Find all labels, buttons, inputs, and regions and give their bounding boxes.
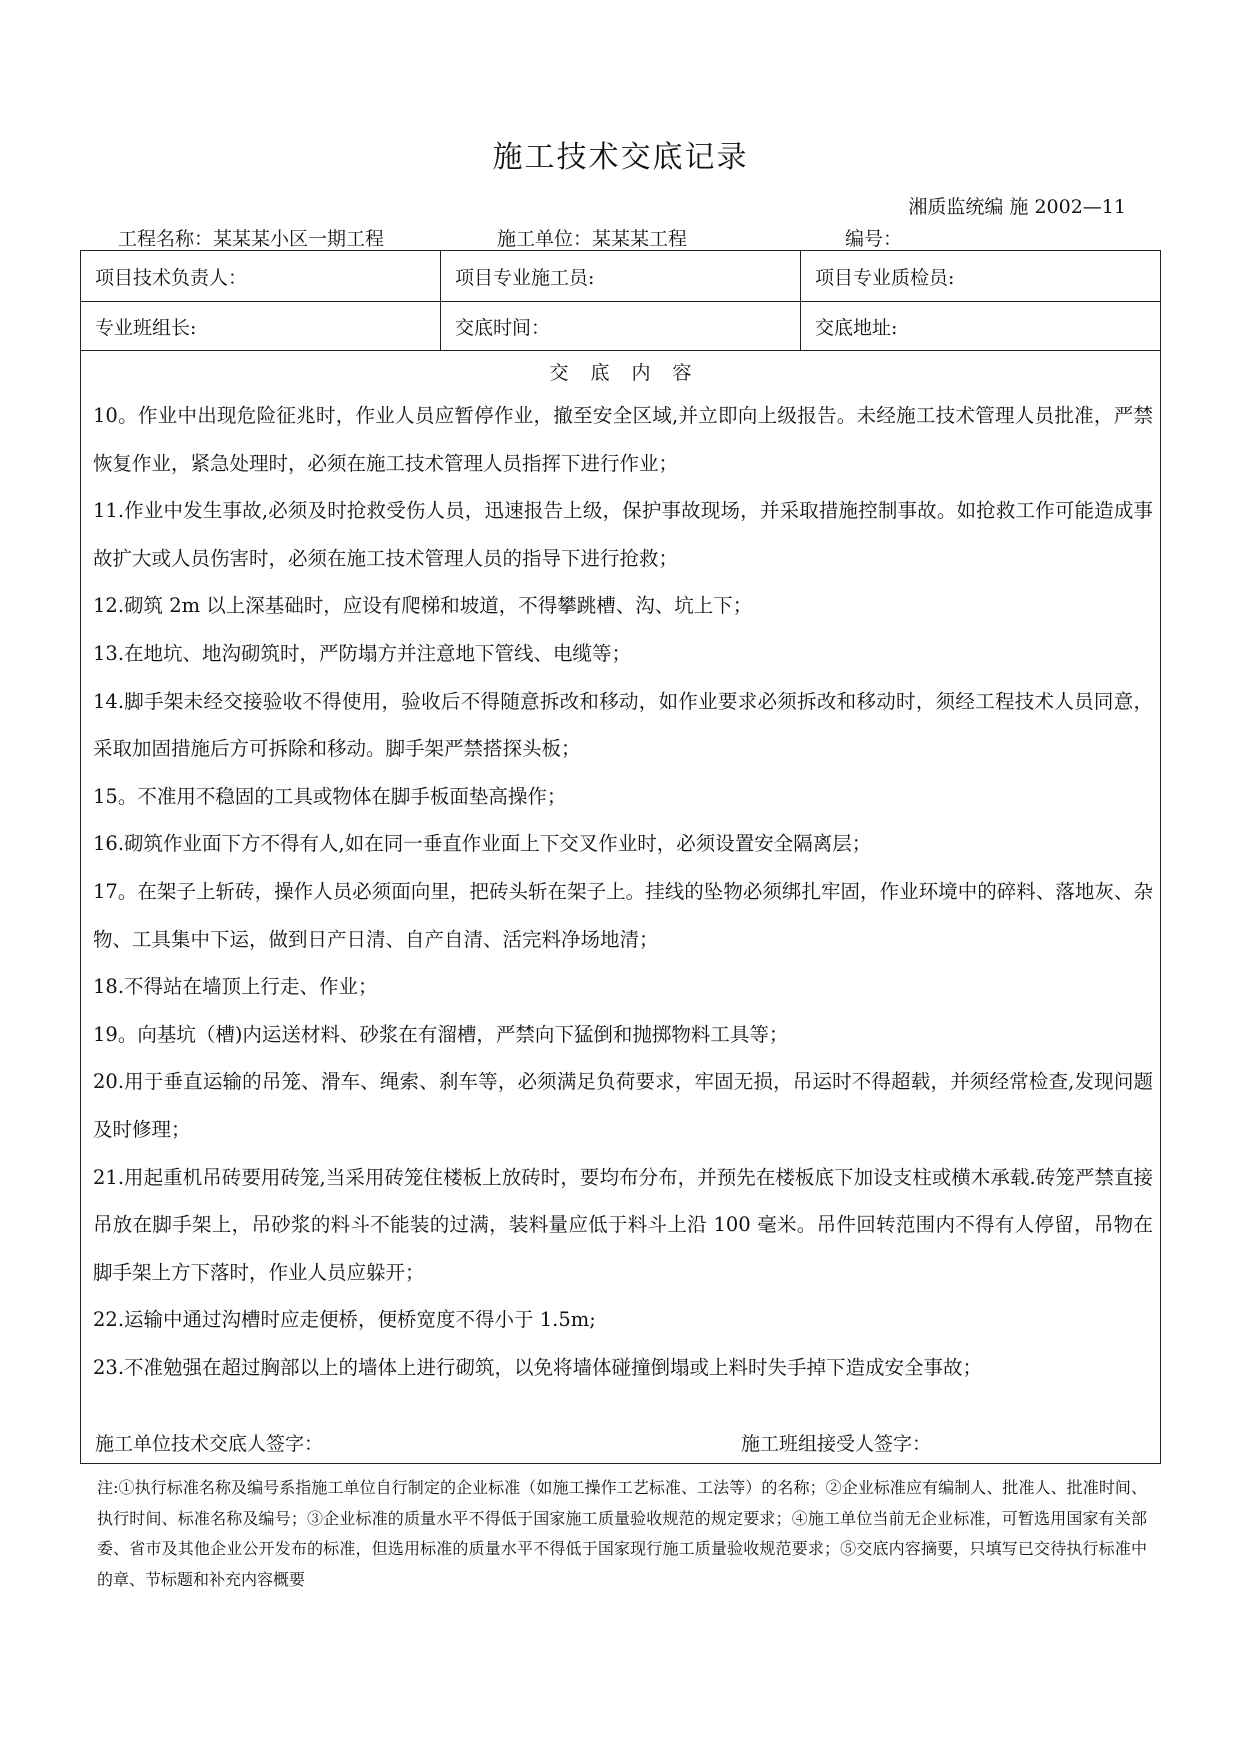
briefing-location-field: 交底地址:: [815, 316, 898, 339]
document-number: 编号：: [845, 228, 903, 250]
construction-unit: 施工单位：某某某工程: [497, 228, 688, 250]
list-item: 14.脚手架未经交接验收不得使用，验收后不得随意拆改和移动，如作业要求必须拆改和移动时，须经工程技术人员同意，采取加固措施后方可拆除和移动。脚手架严禁搭探头板；: [93, 689, 1153, 761]
list-item: 18.不得站在墙顶上行走、作业；: [93, 975, 378, 999]
list-item: 22.运输中通过沟槽时应走便桥，便桥宽度不得小于 1.5m;: [93, 1308, 596, 1332]
footnote: 注:①执行标准名称及编号系指施工单位自行制定的企业标准（如施工操作工艺标准、工法等）的名称；②企业标准应有编制人、批准人、批准时间、执行时间、标准名称及编号；③企业标准的质量水平不得低于国家施工质量验收规范的规定要求；④施工单位当前无企业标准，可暂选用国家有关部委、省市及其他企业公开发布的标准，但选用标准的质量水平不得低于国家现行施工质量验收规范要求；⑤交底内容摘要，只填写已交待执行标准中的章、节标题和补充内容概要: [97, 1478, 1147, 1589]
table-row: [81, 302, 1160, 351]
list-item: 15。不准用不稳固的工具或物体在脚手板面垫高操作；: [93, 784, 567, 808]
content-heading: 交底内容: [549, 361, 714, 384]
briefer-signature-label: 施工单位技术交底人签字：: [95, 1433, 324, 1455]
list-item: 21.用起重机吊砖要用砖笼,当采用砖笼住楼板上放砖时，要均布分布，并预先在楼板底下加设支柱或横木承载.砖笼严禁直接吊放在脚手架上，吊砂浆的料斗不能装的过满，装料量应低于料斗上沿 100 毫米。吊件回转范围内不得有人停留，吊物在脚手架上方下落时，作业人员应躲开；: [93, 1165, 1153, 1284]
quality-inspector-field: 项目专业质检员:: [815, 266, 955, 289]
list-item: 17。在架子上斩砖，操作人员必须面向里，把砖头斩在架子上。挂线的坠物必须绑扎牢固，作业环境中的碎料、落地灰、杂物、工具集中下运，做到日产日清、自产自清、活完料净场地清；: [93, 879, 1153, 951]
document-code: 湘质监统编 施 2002—11: [908, 196, 1126, 218]
list-item: 11.作业中发生事故,必须及时抢救受伤人员，迅速报告上级，保护事故现场，并采取措施控制事故。如抢救工作可能造成事故扩大或人员伤害时，必须在施工技术管理人员的指导下进行抢救；: [93, 499, 1153, 570]
list-item: 23.不准勉强在超过胸部以上的墙体上进行砌筑，以免将墙体碰撞倒塌或上料时失手掉下造成安全事故；: [93, 1355, 983, 1379]
briefing-time-field: 交底时间：: [441, 302, 801, 350]
list-item: 20.用于垂直运输的吊笼、滑车、绳索、刹车等，必须满足负荷要求，牢固无损，吊运时不得超载，并须经常检查,发现问题及时修理；: [93, 1070, 1153, 1141]
receiver-signature-label: 施工班组接受人签字：: [741, 1433, 932, 1455]
team-leader-field: 专业班组长:: [81, 302, 441, 350]
list-item: 13.在地坑、地沟砌筑时，严防塌方并注意地下管线、电缆等；: [93, 641, 632, 665]
table-row: [81, 251, 1160, 302]
tech-lead-field: 项目技术负责人：: [81, 251, 441, 301]
list-item: 12.砌筑 2m 以上深基础时，应设有爬梯和坡道，不得攀跳槽、沟、坑上下；: [93, 594, 753, 618]
list-item: 19。向基坑（槽)内运送材料、砂浆在有溜槽，严禁向下猛倒和抛掷物料工具等；: [93, 1022, 789, 1046]
document-title: 施工技术交底记录: [492, 140, 749, 175]
list-item: 10。作业中出现危险征兆时，作业人员应暂停作业，撤至安全区域,并立即向上级报告。未经施工技术管理人员批准，严禁恢复作业，紧急处理时，必须在施工技术管理人员指挥下进行作业；: [93, 404, 1153, 475]
construction-worker-field: 项目专业施工员:: [441, 251, 801, 301]
record-table: [80, 250, 1161, 1464]
list-item: 16.砌筑作业面下方不得有人,如在同一垂直作业面上下交叉作业时，必须设置安全隔离层；: [93, 832, 872, 856]
project-name: 工程名称：某某某小区一期工程: [118, 228, 385, 250]
briefing-items: [93, 392, 1153, 1391]
